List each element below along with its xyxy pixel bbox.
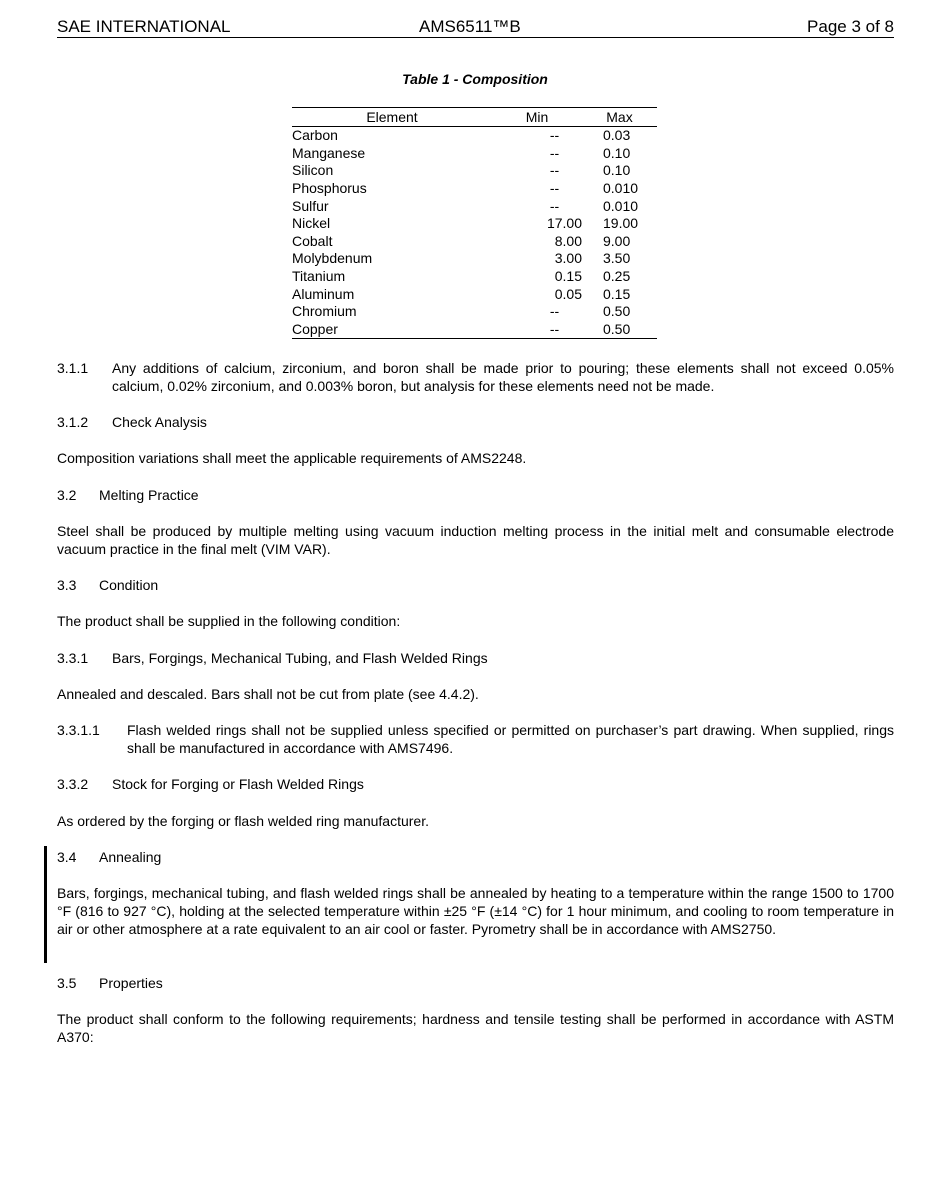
cell-min: 0.05 [554, 285, 582, 302]
cell-max-wrapper [582, 321, 657, 339]
cell-element: Molybdenum [292, 250, 373, 267]
cell-min: -- [549, 197, 560, 214]
section-3-5-heading [57, 974, 894, 992]
table-row [292, 321, 657, 339]
section-number: 3.3.2 [57, 776, 89, 792]
cell-max: 0.25 [603, 268, 631, 285]
section-text: Flash welded rings shall not be supplied unless specified or permitted on purchaser’s part drawing. When supplied, rings shall be manufactured in accordance with AMS7496. [127, 722, 894, 756]
section-title: Properties [99, 975, 163, 991]
revision-change-bar [44, 846, 47, 963]
section-number: 3.1.1 [57, 360, 89, 376]
section-title: Bars, Forgings, Mechanical Tubing, and Flash Welded Rings [112, 650, 488, 666]
cell-min: -- [549, 162, 560, 179]
cell-min-wrapper [492, 321, 582, 339]
cell-min-wrapper [492, 285, 582, 303]
cell-max-wrapper [582, 303, 657, 321]
table-row [292, 250, 657, 268]
cell-element: Carbon [292, 127, 338, 144]
cell-min: -- [549, 144, 560, 161]
section-3-1-2-text: Composition variations shall meet the applicable requirements of AMS2248. [57, 450, 527, 466]
cell-element: Aluminum [292, 285, 355, 302]
section-3-2-text: Steel shall be produced by multiple melting using vacuum induction melting process in the initial melt and consumable electrode vacuum practice in the final melt (VIM VAR). [57, 523, 894, 557]
cell-max: 0.10 [603, 162, 631, 179]
section-title: Melting Practice [99, 487, 199, 503]
cell-element: Copper [292, 321, 492, 339]
cell-element: Titanium [292, 268, 346, 285]
section-3-3-2-heading [57, 775, 894, 793]
composition-table [292, 107, 657, 339]
page-header [57, 15, 894, 38]
cell-min: 3.00 [554, 250, 582, 267]
cell-max-wrapper [582, 162, 657, 180]
cell-min: -- [549, 180, 560, 197]
cell-max-wrapper [582, 215, 657, 233]
table-header-row [292, 108, 657, 127]
section-3-3-text: The product shall be supplied in the following condition: [57, 613, 401, 629]
section-number: 3.3 [57, 577, 77, 593]
section-number: 3.2 [57, 487, 77, 503]
section-3-5-text: The product shall conform to the following requirements; hardness and tensile testing shall be performed in accordance with ASTM A370: [57, 1011, 894, 1045]
cell-min: 17.00 [546, 215, 582, 232]
table-row [292, 180, 657, 198]
cell-max: 0.03 [603, 127, 631, 144]
cell-min: -- [549, 320, 560, 337]
table-row [292, 197, 657, 215]
cell-min: -- [549, 127, 560, 144]
cell-min-wrapper [492, 127, 582, 145]
cell-element: Phosphorus [292, 180, 367, 197]
cell-min-wrapper [492, 180, 582, 198]
cell-min-wrapper [492, 268, 582, 286]
section-3-3-2-text: As ordered by the forging or flash welded ring manufacturer. [57, 813, 429, 829]
table-row [292, 215, 657, 233]
section-3-4-text: Bars, forgings, mechanical tubing, and flash welded rings shall be annealed by heating to a temperature within the range 1500 to 1700 °F (816 to 927 °C), holding at the selected temperature within ±25 °F (±14 °C) for 1 hour minimum, and cooling to room temperature in air or other atmosphere at a rate equivalent to an air cool or faster. Pyrometry shall be in accordance with AMS2750. [57, 885, 894, 937]
section-3-3-heading [57, 576, 894, 594]
cell-max-wrapper [582, 180, 657, 198]
cell-min-wrapper [492, 145, 582, 163]
section-number: 3.4 [57, 849, 77, 865]
column-header-max: Max [582, 108, 657, 127]
section-title: Check Analysis [112, 414, 207, 430]
table-row [292, 268, 657, 286]
section-title: Stock for Forging or Flash Welded Rings [112, 776, 364, 792]
section-3-1-1 [57, 359, 894, 395]
cell-max-wrapper [582, 233, 657, 251]
cell-max: 0.010 [603, 180, 639, 197]
cell-max-wrapper [582, 268, 657, 286]
cell-min-wrapper [492, 250, 582, 268]
cell-max-wrapper [582, 285, 657, 303]
table-row [292, 233, 657, 251]
cell-max: 0.15 [603, 285, 631, 302]
section-3-3-1-1 [57, 721, 894, 757]
table-row [292, 162, 657, 180]
cell-max-wrapper [582, 127, 657, 145]
section-number: 3.3.1 [57, 650, 89, 666]
table-row [292, 303, 657, 321]
cell-min-wrapper [492, 197, 582, 215]
cell-element: Silicon [292, 162, 334, 179]
table-row [292, 127, 657, 145]
cell-max: 9.00 [603, 232, 631, 249]
section-3-4-heading [57, 848, 894, 866]
cell-max-wrapper [582, 250, 657, 268]
section-number: 3.3.1.1 [57, 722, 100, 738]
cell-max: 0.50 [603, 320, 631, 337]
cell-max-wrapper [582, 145, 657, 163]
cell-min-wrapper [492, 162, 582, 180]
section-number: 3.1.2 [57, 414, 89, 430]
cell-min: -- [549, 303, 560, 320]
header-organization: SAE INTERNATIONAL [57, 17, 231, 36]
cell-max: 0.10 [603, 144, 631, 161]
section-3-2-heading [57, 486, 894, 504]
table-title: Table 1 - Composition [402, 71, 548, 87]
table-row [292, 145, 657, 163]
cell-element: Manganese [292, 144, 366, 161]
section-3-3-1-heading [57, 649, 894, 667]
cell-element: Chromium [292, 303, 357, 320]
cell-max-wrapper [582, 197, 657, 215]
column-header-element: Element [292, 108, 492, 127]
header-document-number: AMS6511™B [419, 17, 521, 36]
section-title: Annealing [99, 849, 162, 865]
cell-min-wrapper [492, 215, 582, 233]
section-text: Any additions of calcium, zirconium, and boron shall be made prior to pouring; these elements shall not exceed 0.05% calcium, 0.02% zirconium, and 0.003% boron, but analysis for these elements need not be made. [112, 360, 894, 394]
cell-max: 3.50 [603, 250, 631, 267]
cell-element: Sulfur [292, 197, 329, 214]
cell-max: 19.00 [603, 215, 639, 232]
cell-min-wrapper [492, 303, 582, 321]
cell-min-wrapper [492, 233, 582, 251]
cell-min: 8.00 [554, 232, 582, 249]
table-row [292, 285, 657, 303]
section-number: 3.5 [57, 975, 77, 991]
cell-element: Nickel [292, 215, 331, 232]
section-3-1-2-heading [57, 413, 894, 431]
cell-max: 0.50 [603, 303, 631, 320]
section-3-3-1-text: Annealed and descaled. Bars shall not be cut from plate (see 4.4.2). [57, 686, 479, 702]
column-header-min: Min [492, 108, 582, 127]
cell-max: 0.010 [603, 197, 639, 214]
header-page-number: Page 3 of 8 [807, 17, 894, 36]
cell-min: 0.15 [554, 268, 582, 285]
cell-element: Cobalt [292, 232, 333, 249]
section-title: Condition [99, 577, 159, 593]
